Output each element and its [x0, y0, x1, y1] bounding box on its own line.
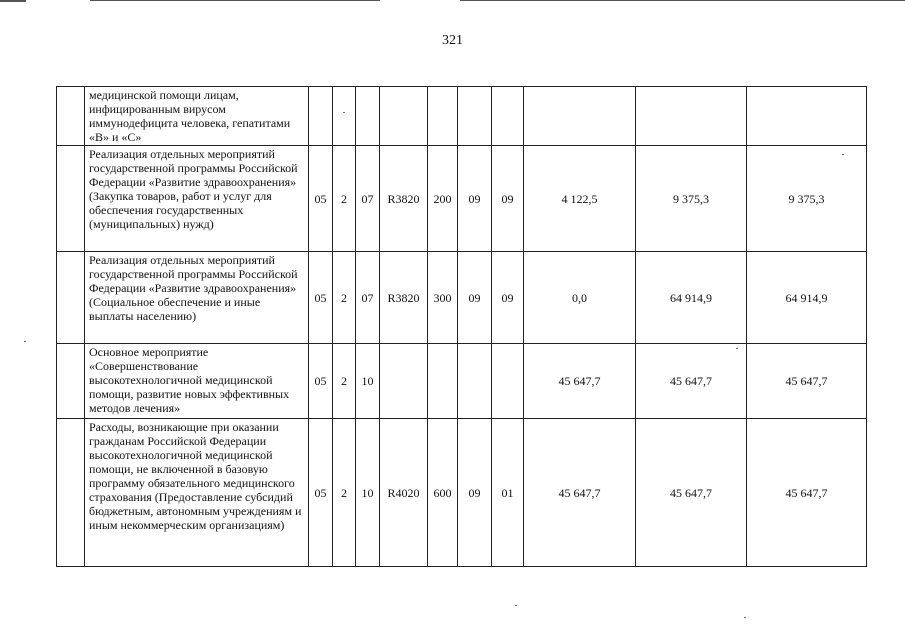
table-row — [57, 252, 867, 344]
scan-speck — [842, 154, 844, 155]
scan-speck — [744, 617, 746, 618]
top-rule-main — [90, 0, 380, 1]
table-row — [57, 419, 867, 567]
code-cell — [458, 344, 492, 419]
amount-cell: 4 122,5 — [524, 146, 636, 252]
row-description: Расходы, возникающие при оказании гражданам Российской Федерации высокотехнологичной медицинской помощи, не включенной в базовую программу обязательного медицинского страхования (Предоставление субсидий бюджетным, автономным учреждениям и иным некоммерческим организациям) — [85, 419, 309, 567]
indent-cell — [57, 252, 85, 344]
amount-cell — [524, 87, 636, 146]
indent-cell — [57, 87, 85, 146]
top-rule-right — [460, 0, 905, 1]
code-cell — [356, 87, 380, 146]
code-cell: 05 — [309, 146, 333, 252]
code-cell: 05 — [309, 344, 333, 419]
code-cell: 09 — [458, 419, 492, 567]
budget-table — [56, 86, 867, 567]
code-cell: 05 — [309, 252, 333, 344]
row-description: Основное мероприятие «Совершенствование высокотехнологичной медицинской помощи, развитие новых эффективных методов лечения» — [85, 344, 309, 419]
amount-cell: 9 375,3 — [747, 146, 867, 252]
code-cell: 2 — [333, 419, 356, 567]
top-rule-left — [0, 0, 26, 2]
table-row — [57, 87, 867, 146]
code-cell: 07 — [356, 146, 380, 252]
amount-cell: 64 914,9 — [747, 252, 867, 344]
amount-cell: 45 647,7 — [636, 344, 747, 419]
amount-cell — [636, 87, 747, 146]
amount-cell: 64 914,9 — [636, 252, 747, 344]
amount-cell: 45 647,7 — [747, 419, 867, 567]
code-cell: 200 — [428, 146, 458, 252]
amount-cell: 45 647,7 — [747, 344, 867, 419]
code-cell: 09 — [492, 252, 524, 344]
table-row — [57, 344, 867, 419]
code-cell: 09 — [458, 252, 492, 344]
code-cell — [428, 87, 458, 146]
code-cell — [380, 87, 428, 146]
amount-cell: 45 647,7 — [524, 419, 636, 567]
code-cell: R4020 — [380, 419, 428, 567]
row-description: Реализация отдельных мероприятий государственной программы Российской Федерации «Развитие здравоохранения» (Социальное обеспечение и иные выплаты населению) — [85, 252, 309, 344]
code-cell: 300 — [428, 252, 458, 344]
code-cell: 05 — [309, 419, 333, 567]
amount-cell: 9 375,3 — [636, 146, 747, 252]
code-cell: 09 — [492, 146, 524, 252]
code-cell — [492, 87, 524, 146]
code-cell: 10 — [356, 344, 380, 419]
code-cell — [428, 344, 458, 419]
code-cell: R3820 — [380, 146, 428, 252]
indent-cell — [57, 419, 85, 567]
code-cell — [333, 87, 356, 146]
indent-cell — [57, 146, 85, 252]
scan-speck — [343, 112, 345, 113]
code-cell: R3820 — [380, 252, 428, 344]
code-cell — [458, 87, 492, 146]
code-cell: 07 — [356, 252, 380, 344]
table-row — [57, 146, 867, 252]
amount-cell: 45 647,7 — [636, 419, 747, 567]
amount-cell: 45 647,7 — [524, 344, 636, 419]
code-cell: 2 — [333, 146, 356, 252]
code-cell: 600 — [428, 419, 458, 567]
page-number: 321 — [442, 33, 463, 48]
scan-speck — [515, 605, 517, 606]
scan-speck — [24, 341, 26, 342]
code-cell — [492, 344, 524, 419]
scan-speck — [736, 348, 738, 349]
amount-cell: 0,0 — [524, 252, 636, 344]
amount-cell — [747, 87, 867, 146]
indent-cell — [57, 344, 85, 419]
code-cell — [309, 87, 333, 146]
code-cell: 2 — [333, 344, 356, 419]
code-cell: 2 — [333, 252, 356, 344]
code-cell: 10 — [356, 419, 380, 567]
code-cell: 01 — [492, 419, 524, 567]
code-cell: 09 — [458, 146, 492, 252]
row-description: медицинской помощи лицам, инфицированным вирусом иммунодефицита человека, гепатитами «В» и «С» — [85, 87, 309, 146]
code-cell — [380, 344, 428, 419]
row-description: Реализация отдельных мероприятий государственной программы Российской Федерации «Развитие здравоохранения» (Закупка товаров, работ и услуг для обеспечения государственных (муниципальных) нужд) — [85, 146, 309, 252]
